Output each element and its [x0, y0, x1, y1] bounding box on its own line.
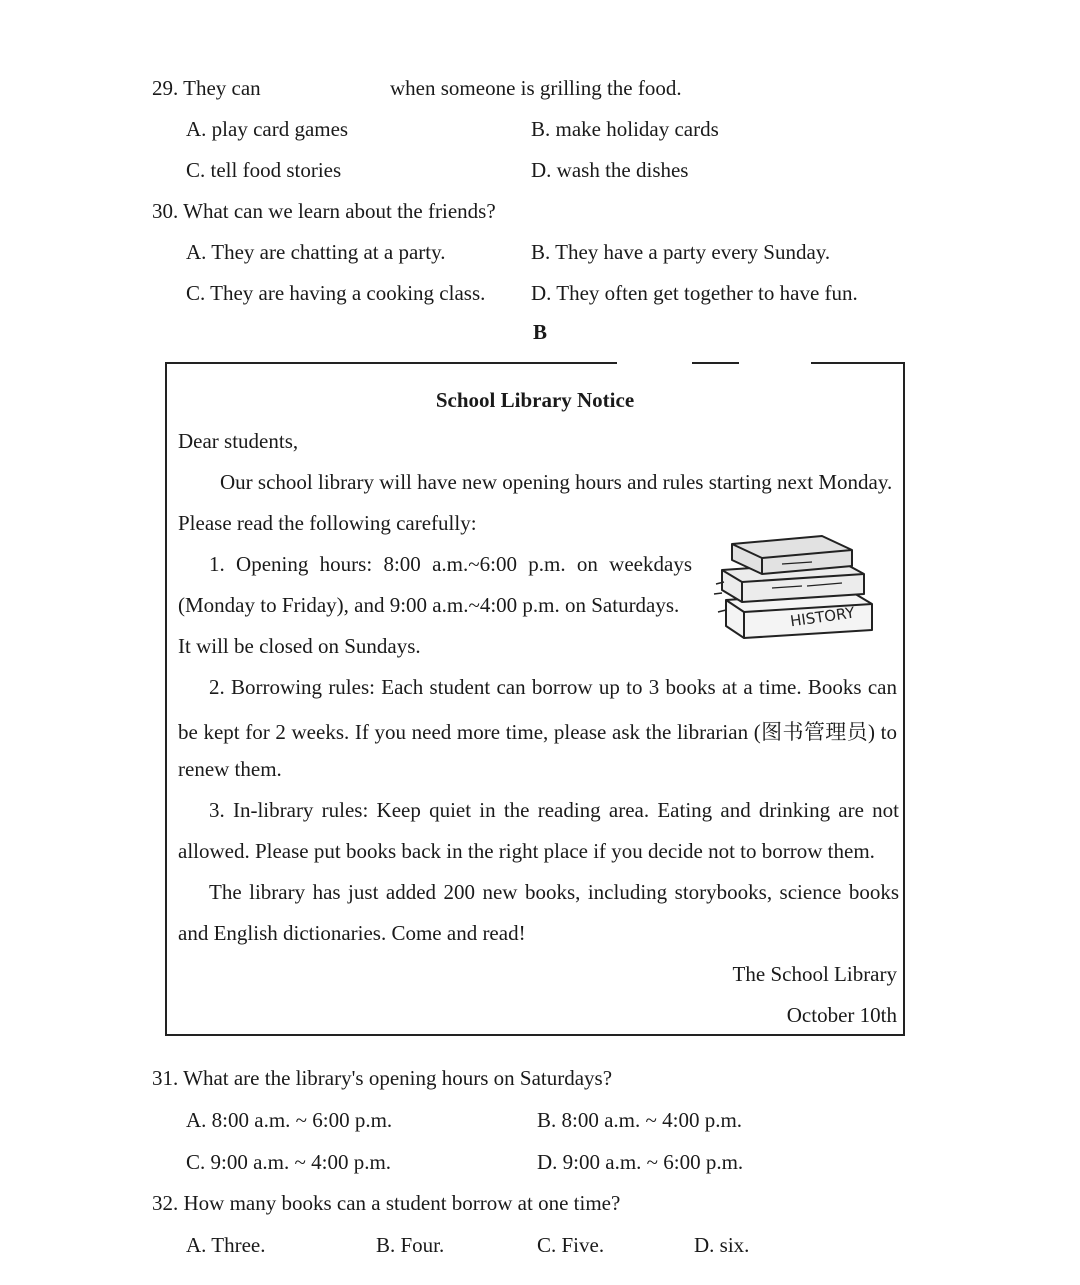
question-32-option-c: C. Five.	[537, 1233, 605, 1257]
question-31-option-a: A. 8:00 a.m. ~ 6:00 p.m.	[186, 1108, 393, 1132]
question-32-option-d: D. six.	[694, 1233, 750, 1257]
question-31-option-c: C. 9:00 a.m. ~ 4:00 p.m.	[186, 1150, 392, 1174]
question-30-option-a: A. They are chatting at a party.	[186, 240, 446, 264]
notice-greeting: Dear students,	[178, 429, 299, 453]
book-spine-label: HISTORY	[789, 603, 856, 631]
notice-intro-line-2: Please read the following carefully:	[178, 511, 477, 535]
question-32-option-a: A. Three.	[186, 1233, 266, 1257]
border-gap	[739, 361, 811, 366]
question-29-option-d: D. wash the dishes	[531, 158, 689, 182]
stacked-books-illustration	[712, 522, 887, 642]
news-line-2: and English dictionaries. Come and read!	[178, 921, 526, 945]
news-line-1: The library has just added 200 new books, including storybooks, science books	[209, 880, 899, 904]
question-30-option-d: D. They often get together to have fun.	[531, 281, 858, 305]
rule-2-line-3: renew them.	[178, 757, 282, 781]
question-29-option-c: C. tell food stories	[186, 158, 342, 182]
question-32-stem: 32. How many books can a student borrow at one time?	[152, 1191, 621, 1215]
question-29-option-a: A. play card games	[186, 117, 349, 141]
question-30-stem: 30. What can we learn about the friends?	[152, 199, 496, 223]
question-31-option-d: D. 9:00 a.m. ~ 6:00 p.m.	[537, 1150, 744, 1174]
rule-3-line-2: allowed. Please put books back in the right place if you decide not to borrow them.	[178, 839, 875, 863]
question-32-option-b: B. Four.	[376, 1233, 445, 1257]
rule-2-line-1: 2. Borrowing rules: Each student can borrow up to 3 books at a time. Books can	[209, 675, 897, 699]
question-31-option-b: B. 8:00 a.m. ~ 4:00 p.m.	[537, 1108, 743, 1132]
border-gap	[617, 361, 692, 366]
question-30-option-b: B. They have a party every Sunday.	[531, 240, 831, 264]
notice-intro-line-1: Our school library will have new opening hours and rules starting next Monday.	[220, 470, 893, 494]
rule-3-line-1: 3. In-library rules: Keep quiet in the reading area. Eating and drinking are not	[209, 798, 899, 822]
rule-2-line-2: be kept for 2 weeks. If you need more time, please ask the librarian (图书管理员) to	[178, 720, 897, 744]
rule-1-line-3: It will be closed on Sundays.	[178, 634, 421, 658]
question-30-option-c: C. They are having a cooking class.	[186, 281, 486, 305]
section-label: B	[532, 320, 547, 344]
rule-1-line-1: 1. Opening hours: 8:00 a.m.~6:00 p.m. on weekdays	[209, 552, 692, 576]
library-notice-box	[165, 362, 905, 1036]
question-29-stem-start: 29. They can	[152, 76, 261, 100]
notice-date: October 10th	[786, 1003, 897, 1027]
question-29-option-b: B. make holiday cards	[531, 117, 719, 141]
rule-1-line-2: (Monday to Friday), and 9:00 a.m.~4:00 p.m. on Saturdays.	[178, 593, 680, 617]
question-31-stem: 31. What are the library's opening hours on Saturdays?	[152, 1066, 613, 1090]
notice-signature: The School Library	[732, 962, 897, 986]
question-29-stem-end: when someone is grilling the food.	[390, 76, 682, 100]
notice-title: School Library Notice	[435, 388, 635, 412]
